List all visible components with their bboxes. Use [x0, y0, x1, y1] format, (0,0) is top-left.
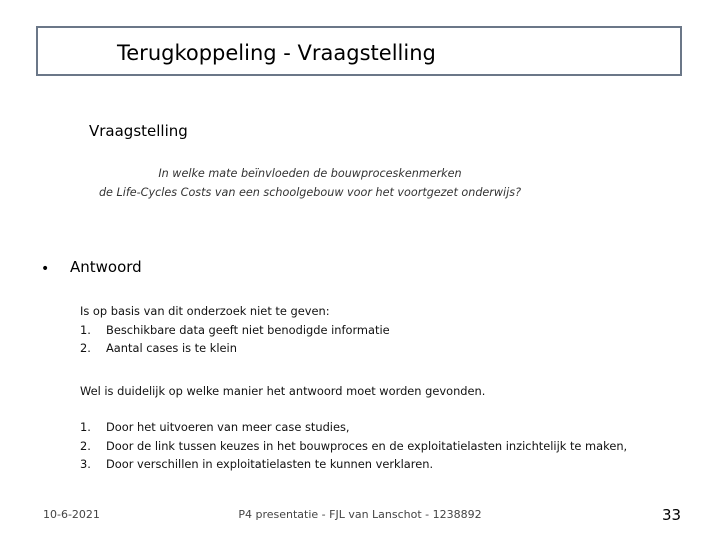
answer-heading: Antwoord	[70, 258, 142, 276]
question-line-1: In welke mate beïnvloeden de bouwproceskenmerken	[158, 167, 462, 180]
list-number: 2.	[80, 438, 91, 453]
list-number: 2.	[80, 341, 91, 355]
answer-intro: Is op basis van dit onderzoek niet te geven:	[80, 304, 330, 318]
list-text: Door verschillen in exploitatielasten te kunnen verklaren.	[106, 457, 434, 471]
list-item	[80, 455, 627, 474]
list-item	[80, 339, 390, 358]
page-number: 33	[662, 506, 682, 524]
question-line-2: de Life-Cycles Costs van een schoolgebouw voor het voortgezet onderwijs?	[98, 186, 522, 199]
conclusion: Wel is duidelijk op welke manier het antwoord moet worden gevonden.	[80, 384, 486, 398]
list-number: 3.	[80, 457, 91, 471]
steps-list	[80, 418, 627, 474]
footer-date: 10-6-2021	[43, 508, 100, 521]
list-number: 1.	[80, 420, 91, 434]
slide-title: Terugkoppeling - Vraagstelling	[117, 41, 436, 65]
answer-block	[80, 302, 390, 358]
list-text: Beschikbare data geeft niet benodigde informatie	[106, 322, 390, 337]
title-box	[36, 26, 682, 76]
list-text: Door het uitvoeren van meer case studies,	[106, 420, 350, 434]
list-number: 1.	[80, 322, 91, 337]
list-item	[80, 321, 390, 340]
list-text: Aantal cases is te klein	[106, 341, 237, 355]
list-text: Door de link tussen keuzes in het bouwproces en de exploitatielasten inzichtelijk te maken,	[106, 438, 628, 453]
research-question	[90, 164, 530, 202]
list-item	[80, 418, 627, 437]
footer-presenter: P4 presentatie - FJL van Lanschot - 1238892	[238, 508, 482, 521]
subheading: Vraagstelling	[89, 122, 188, 140]
bullet-icon: •	[41, 261, 50, 277]
list-item	[80, 437, 627, 456]
